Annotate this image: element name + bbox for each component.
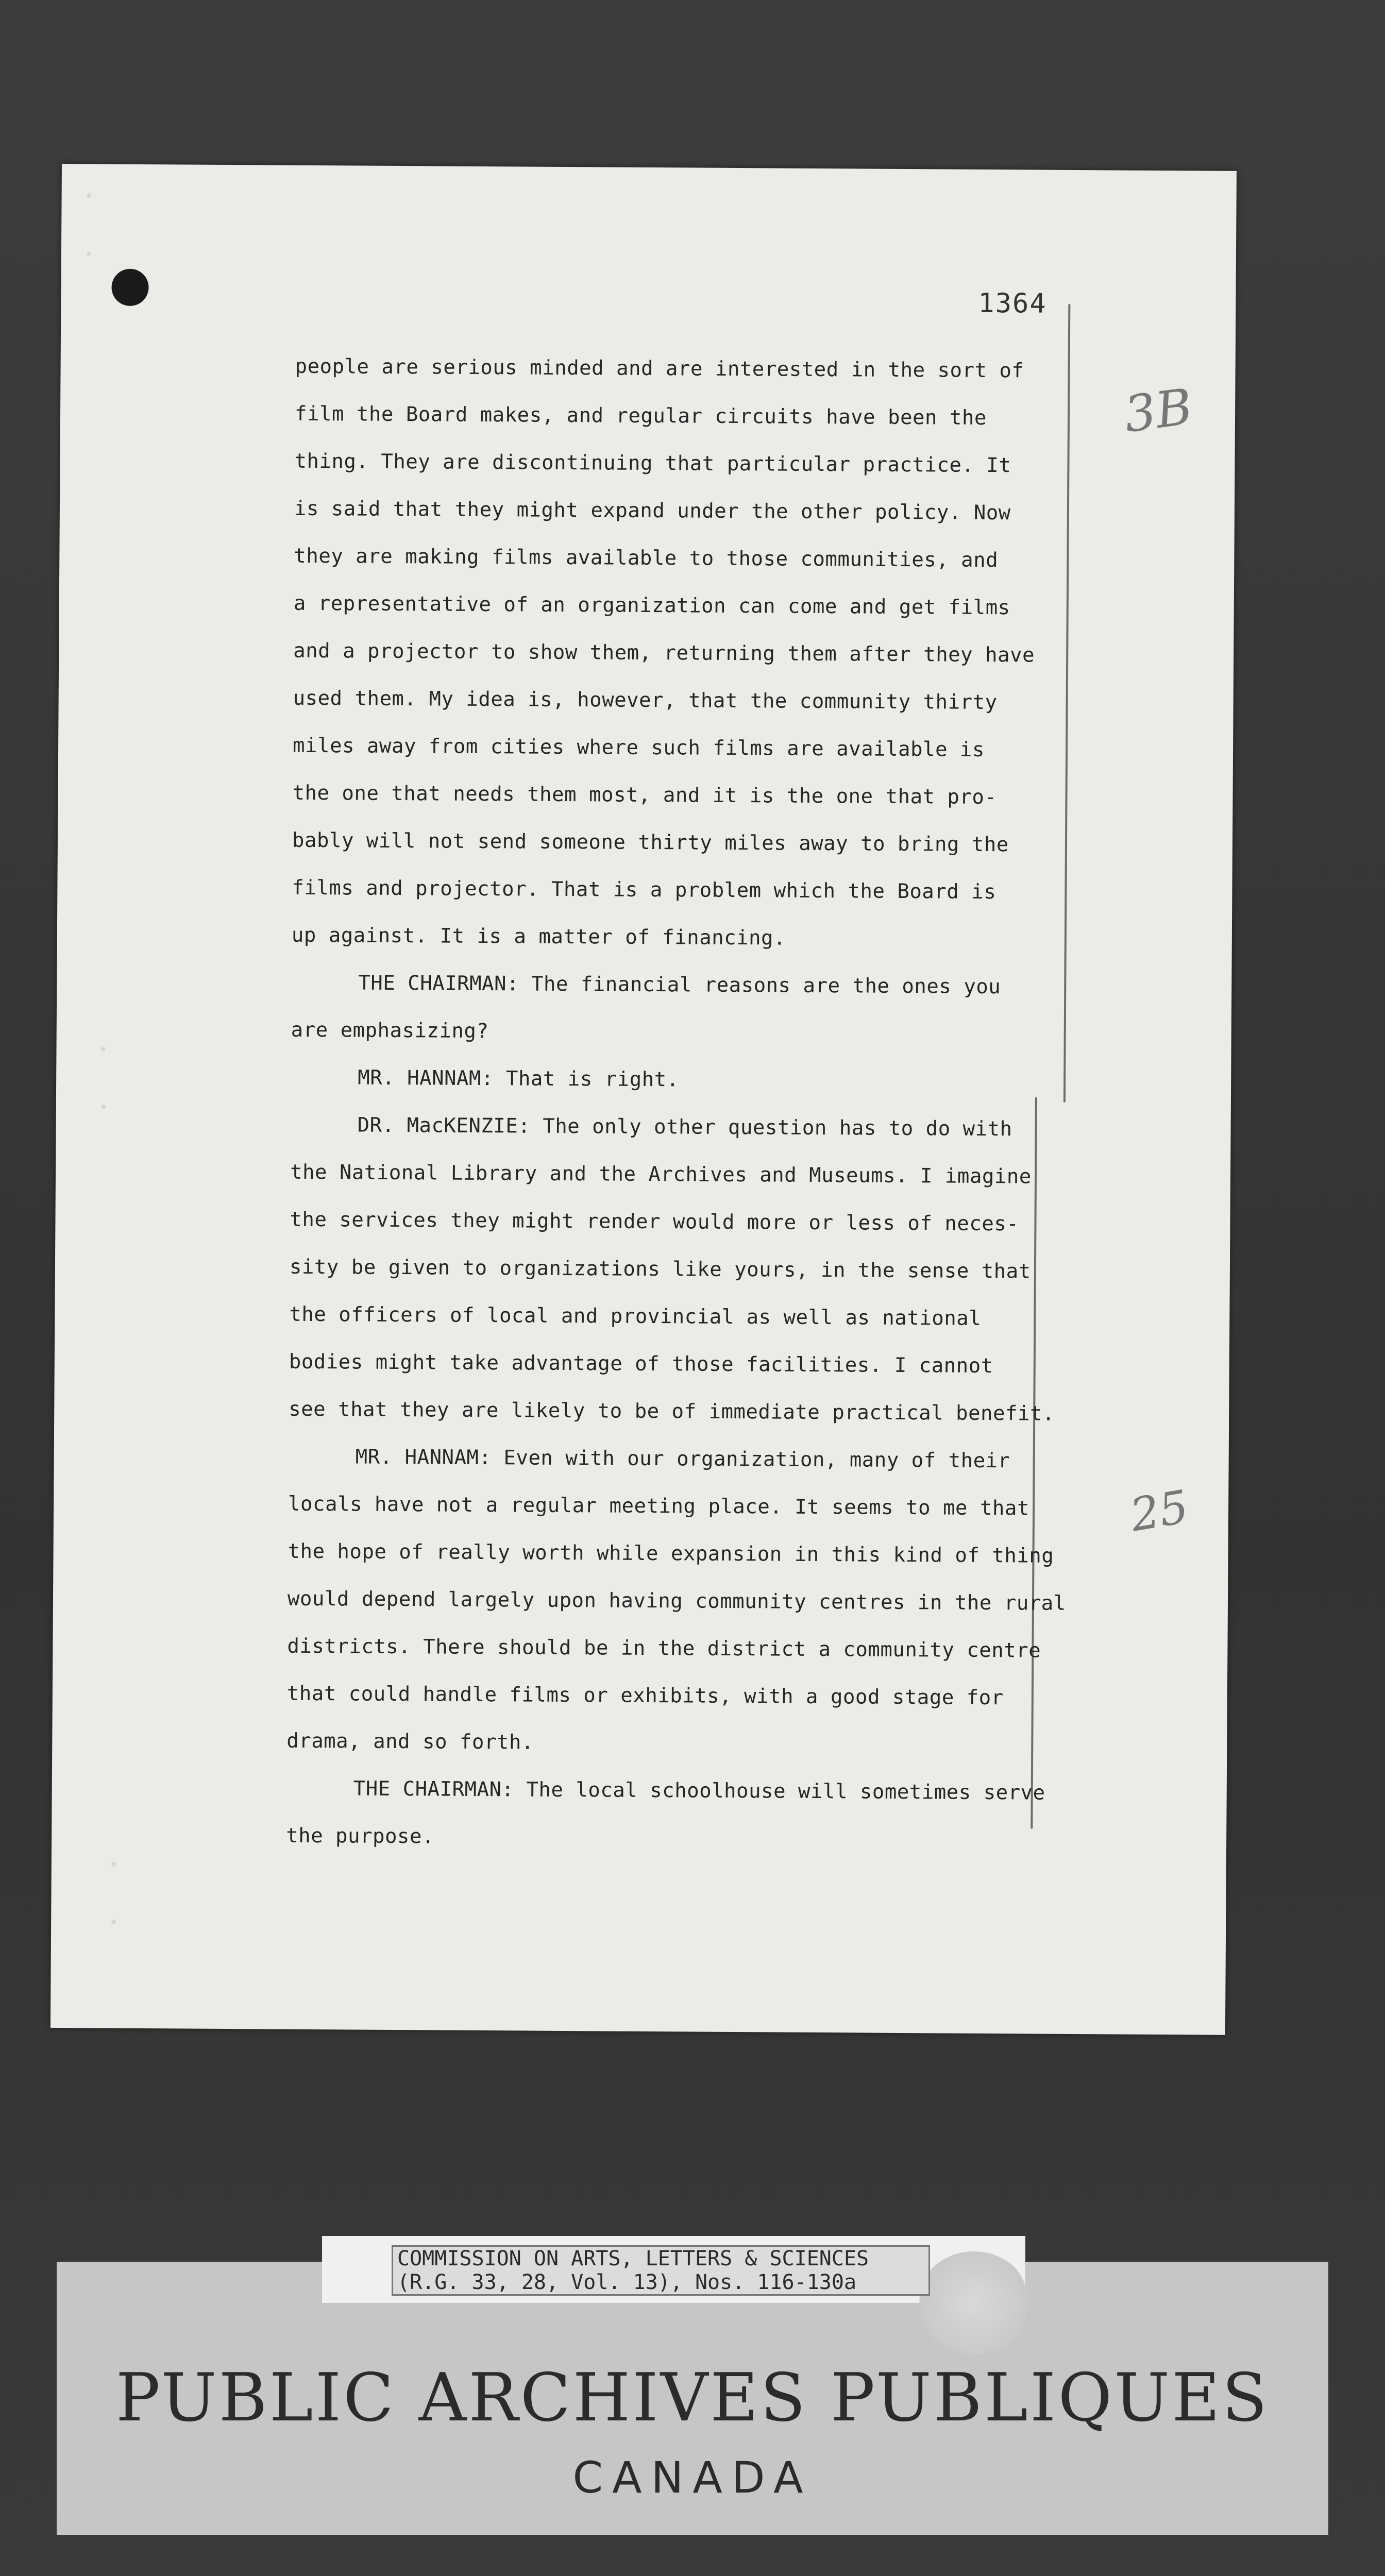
- text-line: miles away from cities where such films are available is: [292, 734, 985, 761]
- text-line: up against. It is a matter of financing.: [291, 923, 786, 950]
- text-line: bably will not send someone thirty miles away to bring the: [292, 828, 1009, 857]
- text-line: they are making films available to those communities, and: [294, 544, 999, 572]
- punch-hole: [111, 269, 148, 306]
- text-line: is said that they might expand under the other policy. Now: [294, 497, 1011, 525]
- text-line: a representative of an organization can come and get films: [293, 591, 1010, 620]
- archives-title: PUBLIC ARCHIVES PUBLIQUES: [115, 2360, 1270, 2436]
- tape-stain: [917, 2251, 1031, 2354]
- film-speck: [87, 251, 91, 256]
- text-line: the hope of really worth while expansion in this kind of thing: [288, 1539, 1054, 1568]
- speaker-line: MR. HANNAM: That is right.: [358, 1066, 679, 1092]
- text-line: thing. They are discontinuing that particular practice. It: [294, 449, 1011, 478]
- text-line: drama, and so forth.: [286, 1729, 534, 1754]
- film-speck: [111, 1862, 116, 1867]
- text-line: see that they are likely to be of immediate practical benefit.: [289, 1397, 1055, 1426]
- text-line: films and projector. That is a problem which the Board is: [292, 876, 996, 904]
- text-line: the officers of local and provincial as well as national: [289, 1302, 982, 1330]
- text-line: the one that needs them most, and it is the one that pro-: [292, 781, 997, 809]
- text-line: the purpose.: [286, 1824, 435, 1849]
- text-line: locals have not a regular meeting place. It seems to me that: [288, 1492, 1030, 1520]
- film-speck: [111, 1920, 116, 1924]
- archives-subtitle: CANADA: [572, 2452, 813, 2503]
- film-speck: [87, 193, 91, 198]
- speaker-line: THE CHAIRMAN: The financial reasons are the ones you: [358, 971, 1001, 999]
- film-speck: [101, 1105, 106, 1109]
- text-line: that could handle films or exhibits, with a good stage for: [286, 1682, 1004, 1710]
- text-line: used them. My idea is, however, that the community thirty: [293, 686, 998, 715]
- speaker-line: MR. HANNAM: Even with our organization, many of their: [355, 1445, 1010, 1473]
- text-line: are emphasizing?: [291, 1018, 489, 1043]
- text-line: the services they might render would more or less of neces-: [290, 1208, 1019, 1236]
- transcript-text: [286, 343, 1078, 1865]
- document-page: [50, 164, 1237, 2035]
- speaker-line: DR. MacKENZIE: The only other question has to do with: [357, 1113, 1012, 1141]
- reference-label: [392, 2245, 930, 2296]
- text-line: and a projector to show them, returning them after they have: [293, 639, 1035, 667]
- text-line: would depend largely upon having community centres in the rural: [287, 1587, 1066, 1615]
- text-line: bodies might take advantage of those facilities. I cannot: [289, 1350, 993, 1378]
- film-speck: [101, 1047, 106, 1052]
- text-line: districts. There should be in the district a community centre: [287, 1634, 1041, 1663]
- page-number: 1364: [978, 287, 1047, 319]
- margin-note-25: 25: [1126, 1480, 1192, 1542]
- text-line: the National Library and the Archives and Museums. I imagine: [290, 1160, 1032, 1189]
- text-line: film the Board makes, and regular circuits have been the: [294, 402, 987, 430]
- speaker-line: THE CHAIRMAN: The local schoolhouse will sometimes serve: [353, 1777, 1045, 1805]
- text-line: people are serious minded and are interested in the sort of: [295, 354, 1024, 383]
- reference-line-1: COMMISSION ON ARTS, LETTERS & SCIENCES: [397, 2247, 869, 2270]
- reference-line-2: (R.G. 33, 28, Vol. 13), Nos. 116-130a: [397, 2270, 857, 2294]
- text-line: sity be given to organizations like yours, in the sense that: [289, 1255, 1031, 1283]
- margin-note-3b: 3B: [1121, 377, 1196, 444]
